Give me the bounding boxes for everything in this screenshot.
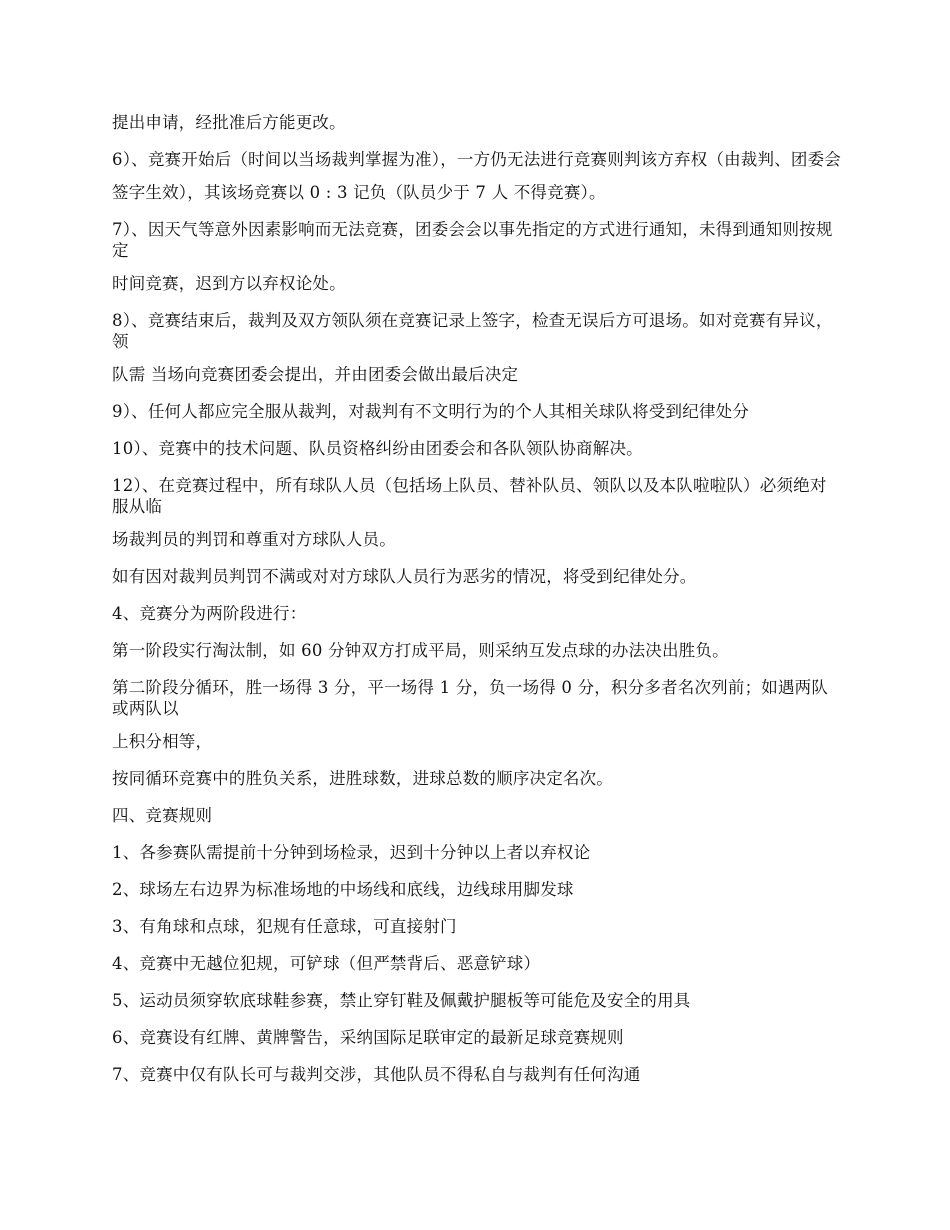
paragraph: 第二阶段分循环，胜一场得 3 分，平一场得 1 分，负一场得 0 分，积分多者名次列前；如遇两队或两队以 xyxy=(112,678,829,718)
paragraph: 9）、任何人都应完全服从裁判，对裁判有不文明行为的个人其相关球队将受到纪律处分 xyxy=(112,402,750,421)
paragraph: 如有因对裁判员判罚不满或对对方球队人员行为恶劣的情况，将受到纪律处分。 xyxy=(112,567,697,586)
paragraph: 8）、竞赛结束后，裁判及双方领队须在竞赛记录上签字，检查无误后方可退场。如对竞赛有异议，领 xyxy=(112,311,833,351)
paragraph: 第一阶段实行淘汰制，如 60 分钟双方打成平局，则采纳互发点球的办法决出胜负。 xyxy=(112,641,729,660)
rule-item: 5、运动员须穿软底球鞋参赛，禁止穿钉鞋及佩戴护腿板等可能危及安全的用具 xyxy=(112,991,691,1010)
rule-item: 3、有角球和点球，犯规有任意球，可直接射门 xyxy=(112,917,457,936)
rule-item: 4、竞赛中无越位犯规，可铲球（但严禁背后、恶意铲球） xyxy=(112,954,541,973)
section-heading: 四、竞赛规则 xyxy=(112,806,213,825)
document-body xyxy=(112,112,842,1085)
paragraph: 队需 当场向竞赛团委会提出，并由团委会做出最后决定 xyxy=(112,365,519,384)
paragraph: 7）、因天气等意外因素影响而无法竞赛，团委会会以事先指定的方式进行通知，未得到通知则按规定 xyxy=(112,220,833,260)
paragraph: 6）、竞赛开始后（时间以当场裁判掌握为准），一方仍无法进行竞赛则判该方弃权（由裁判、团委会 xyxy=(112,150,841,169)
rule-item: 7、竞赛中仅有队长可与裁判交涉，其他队员不得私自与裁判有任何沟通 xyxy=(112,1065,641,1084)
paragraph: 签字生效），其该场竞赛以 0 : 3 记负（队员少于 7 人 不得竞赛）。 xyxy=(112,183,606,202)
paragraph: 4、竞赛分为两阶段进行： xyxy=(112,604,307,623)
paragraph: 10）、竞赛中的技术问题、队员资格纠纷由团委会和各队领队协商解决。 xyxy=(112,439,643,458)
paragraph: 提出申请，经批准后方能更改。 xyxy=(112,113,346,132)
paragraph: 时间竞赛，迟到方以弃权论处。 xyxy=(112,274,346,293)
rule-item: 6、竞赛设有红牌、黄牌警告，采纳国际足联审定的最新足球竞赛规则 xyxy=(112,1028,624,1047)
paragraph: 12）、在竞赛过程中，所有球队人员（包括场上队员、替补队员、领队以及本队啦啦队）必须绝对服从临 xyxy=(112,476,827,516)
rule-item: 2、球场左右边界为标准场地的中场线和底线，边线球用脚发球 xyxy=(112,880,574,899)
paragraph: 场裁判员的判罚和尊重对方球队人员。 xyxy=(112,530,396,549)
rule-item: 1、各参赛队需提前十分钟到场检录，迟到十分钟以上者以弃权论 xyxy=(112,843,591,862)
paragraph: 按同循环竞赛中的胜负关系，进胜球数，进球总数的顺序决定名次。 xyxy=(112,769,613,788)
paragraph: 上积分相等， xyxy=(112,732,213,751)
